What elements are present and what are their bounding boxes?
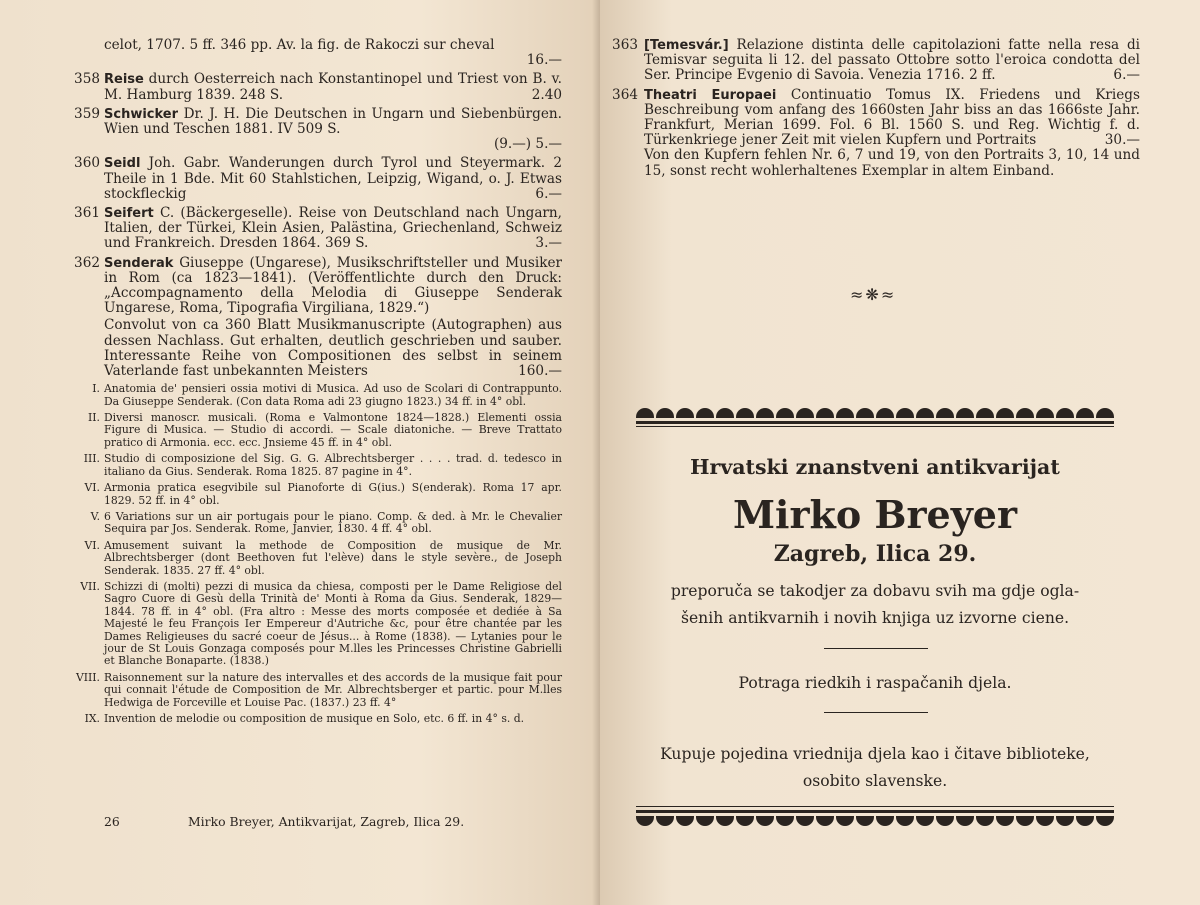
catalog-entry-359 (74, 105, 562, 153)
entry-number: 360 (74, 155, 100, 172)
sub-item-4 (84, 481, 562, 507)
entry-keyword: Seidl (104, 156, 141, 172)
scallop-mark (1016, 816, 1034, 826)
running-footer: Mirko Breyer, Antikvarijat, Zagreb, Ilica 29. (188, 814, 465, 829)
entry-keyword: Reise (104, 72, 144, 88)
entry-price: 16.— (526, 52, 562, 69)
scallop-mark (1096, 408, 1114, 418)
entry-text: Continuatio Tomus IX. Friedens und Kriegs Beschreibung vom anfang des 1660sten Jahr biss an das 1666ste Jahr. Frankfurt, Merian 1699. Fol. 6 Bl. 1560 S. und Reg. Wichtig f. d. Türkenkriege jener Zeit mit vielen Kupfern und Portraits (644, 86, 1140, 149)
scallop-mark (796, 408, 814, 418)
scallop-mark (656, 408, 674, 418)
sub-item-1 (92, 382, 562, 408)
sub-item-text: Raisonnement sur la nature des intervalles et des accords de la musique fait pour qui connait l'étude de Composition de Mr. Albrechtsberger et partic. pour M.lles Hedwiga de Forceville et Louise Pac. (1837.) 23 ff. 4° (104, 670, 562, 709)
scallop-mark (1016, 408, 1034, 418)
scallop-mark (756, 816, 774, 826)
entry-keyword: Senderak (104, 255, 174, 271)
divider (824, 712, 928, 713)
sub-item-text: Invention de melodie ou composition de musique en Solo, etc. 6 ff. in 4° s. d. (104, 712, 525, 726)
entry-number: 363 (612, 37, 638, 53)
sub-item-numeral: I. (92, 382, 100, 396)
sub-item-text: Anatomia de' pensieri ossia motivi di Musica. Ad uso de Scolari di Contrappunto. Da Giuseppe Senderak. (Con data Roma adi 23 giugno 1823.) 34 ff. in 4° obl. (104, 382, 562, 408)
scallop-mark (856, 816, 874, 826)
entry-text: Giuseppe (Ungarese), Musikschriftsteller und Musiker in Rom (ca 1823—1841). (Veröffentlichte durch den Druck: „Accompagnamento della Melodia di Giuseppe Senderak Ungarese, Roma, Tipografia Virgiliana, 1829.“) (104, 254, 562, 317)
sub-item-numeral: V. (90, 509, 100, 523)
scallop-mark (976, 408, 994, 418)
sub-item-5 (90, 509, 562, 536)
divider (824, 648, 928, 649)
scallop-mark (976, 816, 994, 826)
entry-text-continued: Convolut von ca 360 Blatt Musikmanuscripte (Autographen) aus dessen Nachlass. Gut erhalten, deutlich geschrieben und sauber. Interessante Reihe von Compositionen des selbst in seinem Vaterlande fast unbekannten Meisters (104, 317, 562, 380)
scallop-mark (676, 408, 694, 418)
scallop-mark (776, 816, 794, 826)
entry-price: 30.— (1104, 132, 1140, 149)
catalog-entry-360 (74, 155, 562, 202)
scallop-mark (916, 816, 934, 826)
sub-item-text: Studio di composizione del Sig. G. G. Albrechtsberger . . . . trad. d. tedesco in italiano da Gius. Senderak. Roma 1825. 87 pagine in 4°. (104, 452, 562, 478)
scallop-mark (1076, 408, 1094, 418)
ad-buying-line-part: osobito slavenske. (802, 772, 948, 790)
catalog-entry-363 (612, 37, 1140, 84)
entry-keyword: Seifert (104, 206, 154, 222)
sub-item-text: Diversi manoscr. musicali. (Roma e Valmontone 1824—1828.) Elementi ossia Figure di Musica. — Studio di accordi. — Scale diatoniche. — Breve Trattato pratico di Armonia. ecc. ecc. Jnsieme 45 ff. in 4° obl. (104, 411, 562, 449)
ad-description-line: preporuča se takodjer za dobavu svih ma gdje ogla- (670, 582, 1080, 600)
sub-item-numeral: III. (83, 452, 100, 466)
ad-description (636, 578, 1114, 632)
sub-item-2 (88, 411, 562, 449)
sub-item-numeral: IX. (84, 712, 100, 726)
scallop-mark (1056, 408, 1074, 418)
ad-search-line: Potraga riedkih i raspačanih djela. (738, 674, 1012, 692)
scallop-mark (896, 408, 914, 418)
scallop-mark (1096, 816, 1114, 826)
scallop-mark (1076, 816, 1094, 826)
sub-item-text: Schizzi di (molti) pezzi di musica da chiesa, composti per le Dame Religiose del Sagro Cuore di Gesù della Trinità de' Monti à Roma da Gius. Senderak, 1829—1844. 78 ff. in 4° obl. (Fra altro : Messe des morts composée et dediée à Sa Majesté le feu François Ier Empereur d'Autriche &c, pour être chantée par les Dames Religieuses du sacré coeur de Jésus... à Rome (1838). — Lytanies pour le jour de St Louis Gonzaga composés pour M.lles les Princesses Christine Gabrielli et Blanche Bonaparte. (1838.) (104, 579, 562, 668)
entry-price: (9.—) 5.— (493, 136, 562, 153)
sub-item-7 (80, 579, 562, 668)
scallop-mark (956, 816, 974, 826)
entry-text: C. (Bäckergeselle). Reise von Deutschland nach Ungarn, Italien, der Türkei, Klein Asien, Palästina, Griechenland, Schweiz und Frankreich. Dresden 1864. 369 S. (104, 205, 562, 252)
entry-text: Dr. J. H. Die Deutschen in Ungarn und Siebenbürgen. Wien und Teschen 1881. IV 509 S. (104, 105, 562, 138)
top-border-ornament (636, 408, 1114, 424)
ad-company-name: Mirko Breyer (732, 492, 1018, 537)
sub-item-8 (75, 670, 562, 709)
scallop-mark (916, 408, 934, 418)
ad-address: Zagreb, Ilica 29. (773, 541, 977, 567)
sub-item-6 (84, 538, 562, 577)
sub-item-text: Amusement suivant la methode de Composition de musique de Mr. Albrechtsberger (dont Beethoven fut l'elève) dans le style sevère., de Joseph Senderak. 1835. 27 ff. 4° obl. (104, 538, 562, 577)
scallop-mark (1036, 816, 1054, 826)
scallop-mark (816, 816, 834, 826)
entry-price: 3.— (535, 235, 562, 252)
ad-buying-line (636, 741, 1114, 795)
scallop-mark (836, 408, 854, 418)
scallop-mark (896, 816, 914, 826)
scallop-mark (836, 816, 854, 826)
entry-price: 6.— (1113, 67, 1140, 84)
entry-keyword: Schwicker (104, 106, 179, 122)
entry-price: 2.40 (531, 86, 562, 103)
sub-item-numeral: VIII. (75, 670, 100, 684)
continuation-entry (104, 38, 562, 68)
scallop-mark (776, 408, 794, 418)
scallop-mark (756, 408, 774, 418)
scallop-mark (996, 408, 1014, 418)
scallop-mark (856, 408, 874, 418)
entry-number: 358 (74, 71, 100, 88)
entry-number: 362 (74, 254, 100, 271)
scallop-mark (676, 816, 694, 826)
page-number: 26 (104, 814, 120, 829)
entry-price: 160.— (518, 363, 562, 380)
right-page (600, 0, 1200, 905)
entry-number: 361 (74, 205, 100, 222)
entry-text-continued: Von den Kupfern fehlen Nr. 6, 7 und 19, von den Portraits 3, 10, 14 und 15, sonst recht wohlerhaltenes Exemplar in altem Einband. (644, 147, 1140, 179)
entry-keyword: [Temesvár.] (644, 38, 729, 53)
scallop-mark (936, 408, 954, 418)
entry-keyword: Theatri Europaei (644, 87, 777, 103)
scallop-mark (876, 816, 894, 826)
scallop-mark (696, 408, 714, 418)
scallop-mark (716, 408, 734, 418)
scallop-mark (636, 408, 654, 418)
sub-item-numeral: VII. (80, 579, 100, 593)
sub-item-numeral: VI. (84, 481, 100, 495)
bottom-border-ornament (636, 806, 1114, 822)
sub-item-numeral: II. (88, 411, 100, 425)
decorative-ornament: ≈❋≈ (850, 285, 897, 304)
ad-description-line: šenih antikvarnih i novih knjiga uz izvorne ciene. (680, 609, 1070, 627)
scallop-mark (736, 408, 754, 418)
scallop-mark (876, 408, 894, 418)
scallop-mark (736, 816, 754, 826)
entry-price: 6.— (535, 185, 562, 202)
catalog-entry-364 (612, 86, 1140, 179)
scallop-mark (996, 816, 1014, 826)
sub-item-3 (83, 452, 562, 478)
scallop-mark (636, 816, 654, 826)
scallop-mark (936, 816, 954, 826)
scallop-mark (956, 408, 974, 418)
scallop-mark (816, 408, 834, 418)
entry-text: Joh. Gabr. Wanderungen durch Tyrol und Steyermark. 2 Theile in 1 Bde. Mit 60 Stahlstichen, Leipzig, Wigand, o. J. Etwas stockfleckig (104, 155, 562, 202)
scallop-mark (656, 816, 674, 826)
catalog-entry-358 (74, 71, 562, 103)
scallop-mark (796, 816, 814, 826)
catalog-entry-362 (74, 254, 562, 380)
entry-number: 359 (74, 105, 100, 122)
scallop-mark (1056, 816, 1074, 826)
sub-item-text: Armonia pratica esegvibile sul Pianoforte di G(ius.) S(enderak). Roma 17 apr. 1829. 52 ff. in 4° obl. (104, 481, 562, 507)
sub-item-text: 6 Variations sur un air portugais pour le piano. Comp. & ded. à Mr. le Chevalier Sequira par Jos. Senderak. Rome, Janvier, 1830. 4 ff. 4° obl. (104, 509, 562, 536)
entry-text: durch Oesterreich nach Konstantinopel und Triest von B. v. M. Hamburg 1839. 248 S. (104, 71, 562, 103)
sub-item-numeral: VI. (84, 538, 100, 552)
entry-text: celot, 1707. 5 ff. 346 pp. Av. la fig. de Rakoczi sur cheval (104, 37, 495, 53)
catalog-entry-361 (74, 205, 562, 252)
sub-item-9 (84, 712, 562, 726)
scallop-mark (696, 816, 714, 826)
scallop-mark (716, 816, 734, 826)
ad-buying-line-part: Kupuje pojedina vriednija djela kao i čitave biblioteke, (660, 745, 1090, 763)
entry-number: 364 (612, 86, 638, 103)
entry-text: Relazione distinta delle capitolazioni fatte nella resa di Temisvar seguita li 12. del passato Ottobre sotto l'eroica condotta del Ser. Principe Evgenio di Savoia. Venezia 1716. 2 ff. (644, 37, 1140, 84)
ad-heading: Hrvatski znanstveni antikvarijat (690, 455, 1060, 479)
scallop-mark (1036, 408, 1054, 418)
